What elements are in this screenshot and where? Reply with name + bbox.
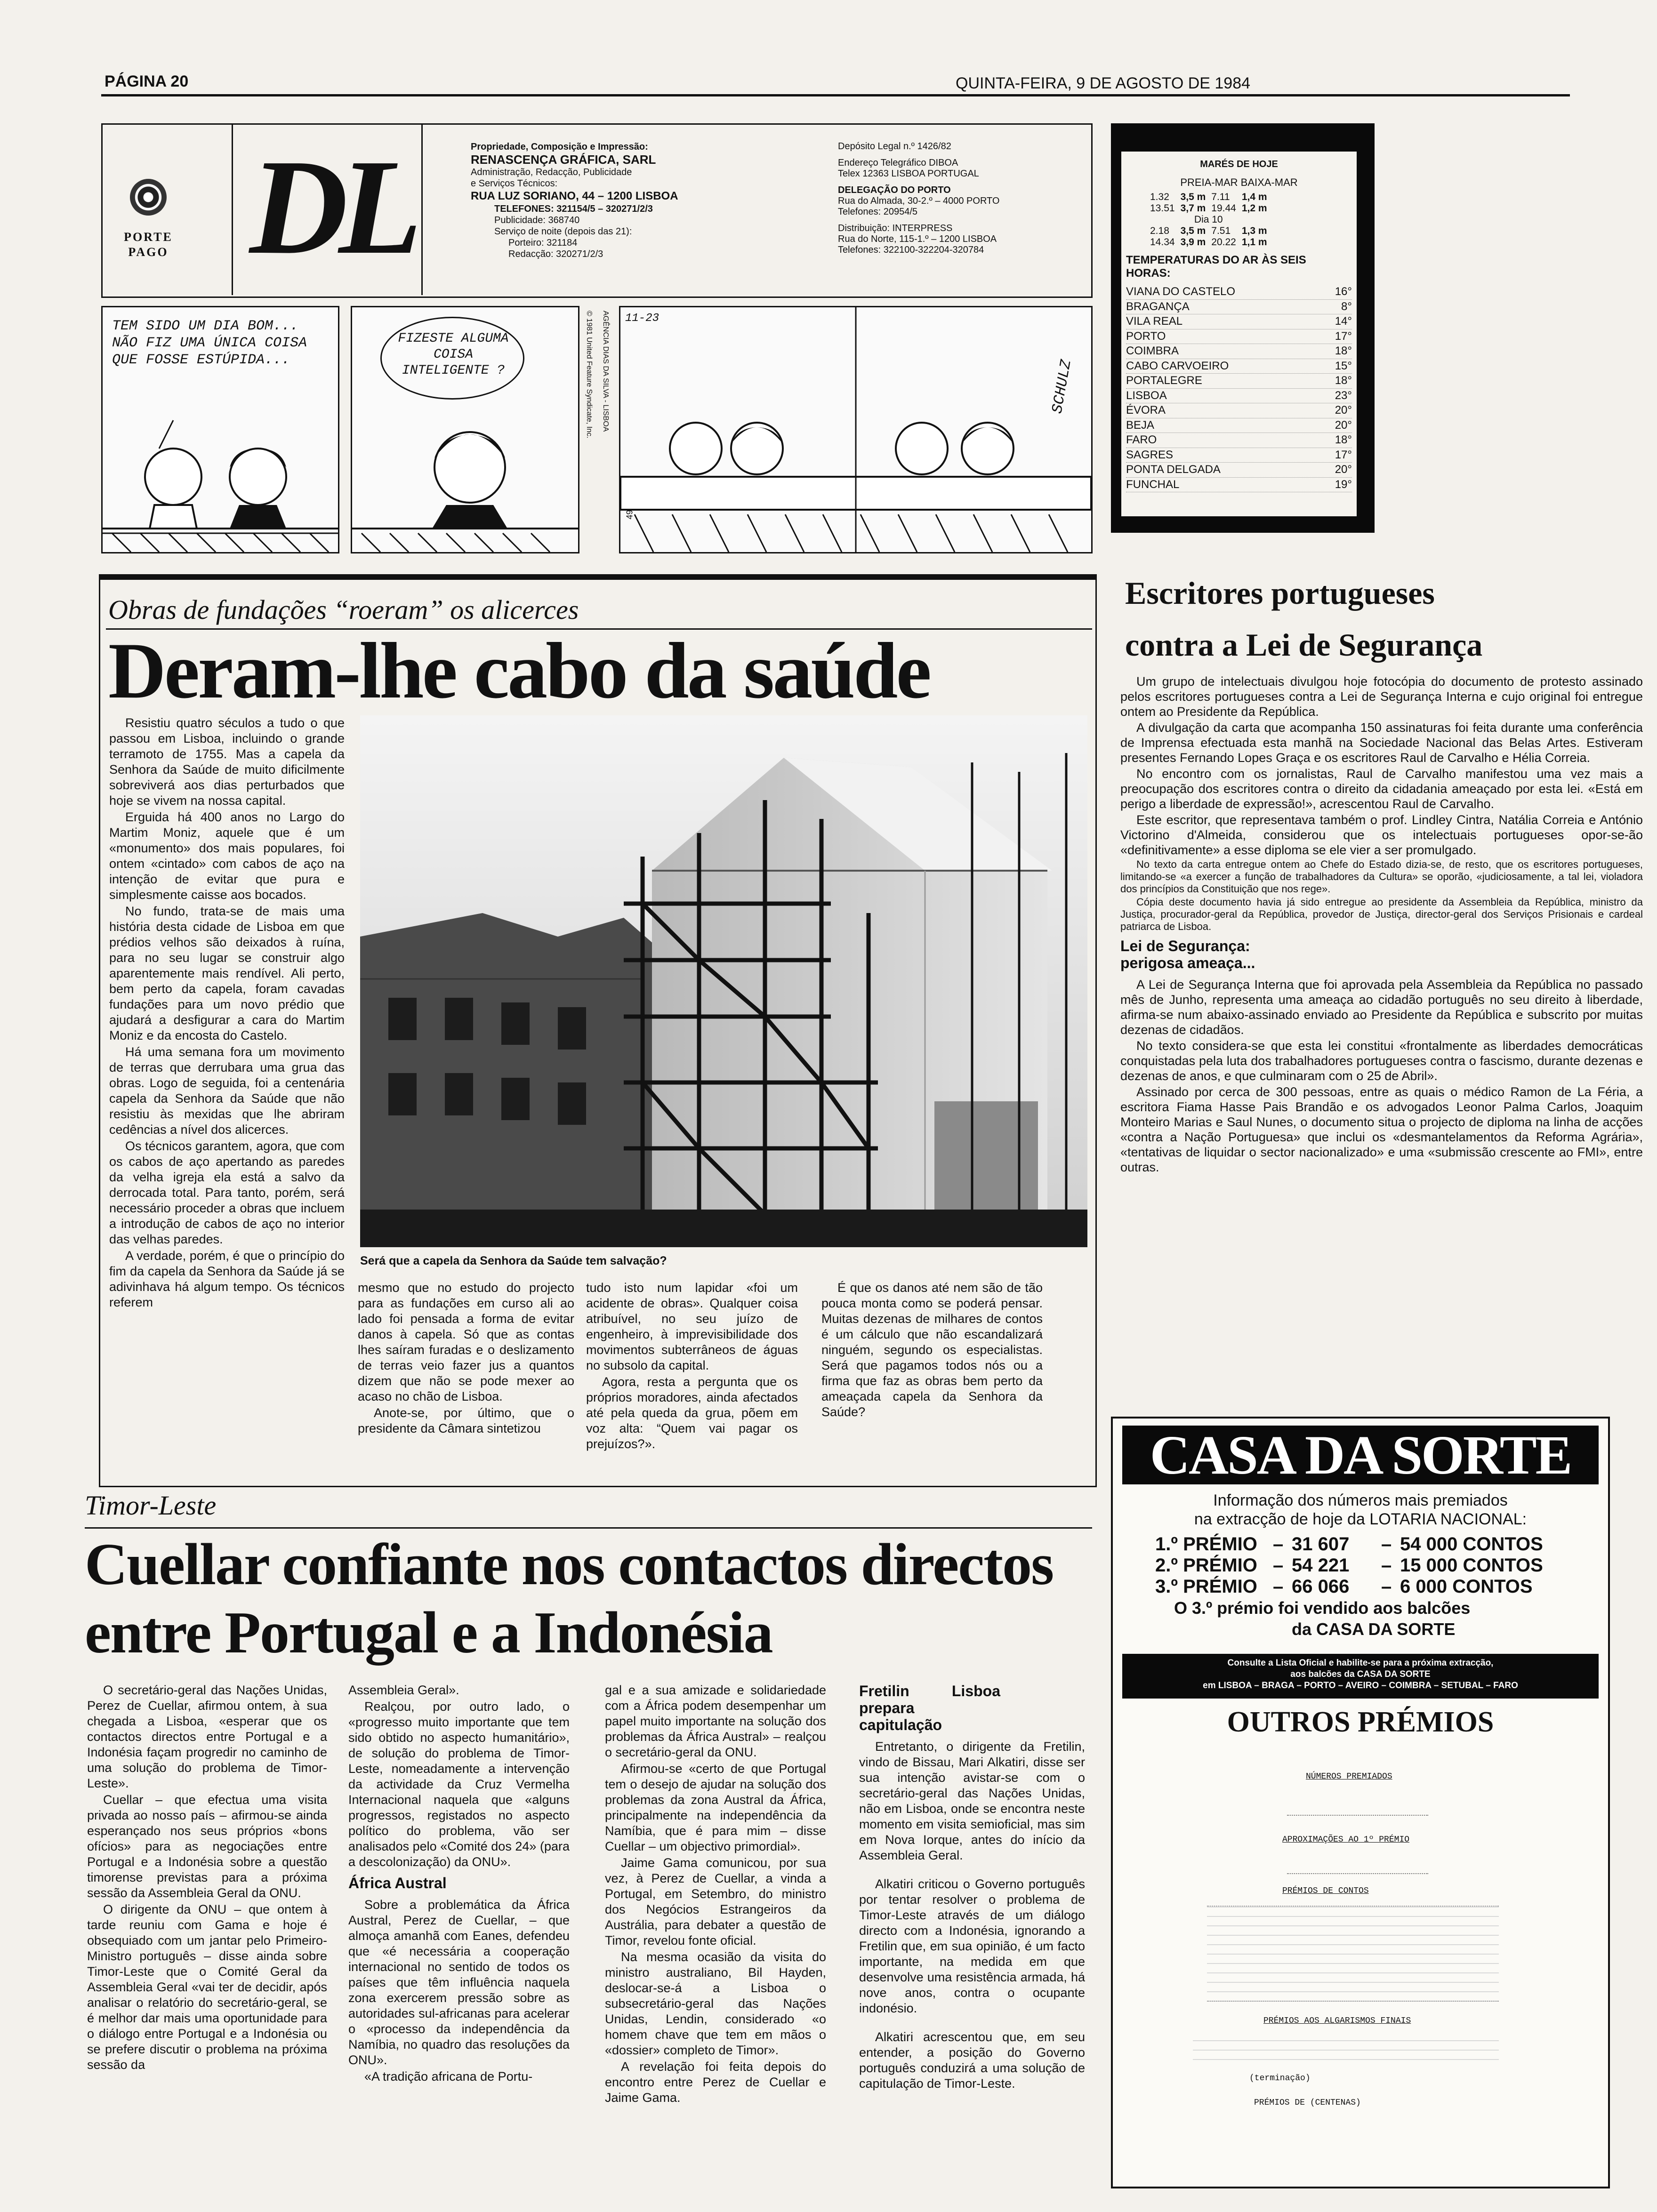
form-label: PRÉMIOS DE (CENTENAS): [1254, 2098, 1361, 2108]
paragraph: O secretário-geral das Nações Unidas, Perez de Cuellar, afirmou ontem, à sua chegada a Lisboa, «esperar que os contactos directos entre Portugal e a Indonésia façam progredir no caminho de uma solução do problema de Timor-Leste».: [87, 1683, 327, 1790]
temp-row: [1126, 359, 1352, 374]
paragraph: Jaime Gama comunicou, por sua vez, à Perez de Cuellar, a vinda a Portugal, em Setembro, do ministro dos Negócios Estrangeiros da Austrália, para debater a questão de Timor, revelou fonte oficial.: [605, 1856, 826, 1948]
prize-row: 2.º PRÉMIO – 54 221 – 15 000 CONTOS: [1155, 1555, 1543, 1576]
comic-panel-2: [351, 306, 579, 553]
paragraph: Há uma semana fora um movimento de terras que derrubara uma grua das obras. Logo de seguida, foi a centenária capela da Senhora da Saúde que não resistiu às mexidas que lhe abriram cedências a nível dos alicerces.: [109, 1045, 345, 1137]
article-timor-col4: [859, 1683, 1085, 2092]
publisher-line: Publicidade: 368740: [494, 215, 580, 225]
temp-value: 8°: [1341, 300, 1352, 313]
paragraph: A verdade, porém, é que o princípio do fim da capela da Senhora da Saúde já se adivinhava há algum tempo. Os técnicos referem: [109, 1249, 345, 1309]
legal-line: Telex 12363 LISBOA PORTUGAL: [838, 168, 979, 179]
paragraph: Sobre a problemática da África Austral, Perez de Cuellar, – que almoça amanhã com Eanes, defendeu que «é necessária a cooperação internacional no sentido de todos os países que têm influência naquela zona exercerem pressão sobre as autoridades sul-africanas para acelerar o «processo da independência da Namíbia, no quadro das resoluções da ONU».: [348, 1898, 570, 2067]
legal-line: Rua do Norte, 115-1.º – 1200 LISBOA: [838, 234, 997, 244]
form-scribble: [1193, 2036, 1499, 2068]
temp-city: ÉVORA: [1126, 404, 1166, 417]
article-saude-col1: [109, 715, 345, 1311]
weather-inner: [1121, 152, 1357, 516]
form-scribble: [1287, 1796, 1428, 1816]
paragraph: Realçou, por outro lado, o «progresso muito importante que tem sido obtido no aspecto humanitário», de solução do problema de Timor-Leste, nomeadamente a intervenção da actividade da Cruz Vermelha Internacional naquela que «alguns progressos, registados no aspecto político do problema, vão ser analisados pelo «Comité dos 24» (para a descolonização) da ONU».: [348, 1699, 570, 1869]
temp-row: [1126, 463, 1352, 478]
temp-value: 15°: [1335, 359, 1352, 372]
tides-title: MARÉS DE HOJE: [1200, 159, 1278, 169]
prize-amount: 15 000 CONTOS: [1400, 1555, 1543, 1576]
article-saude-col4: [821, 1280, 1043, 1421]
temp-value: 20°: [1335, 463, 1352, 476]
comic-agency-text: AGÊNCIA DIAS DA SILVA - LISBOA: [602, 311, 610, 432]
prize-label: 1.º PRÉMIO: [1155, 1534, 1257, 1555]
prize-amount: 54 000 CONTOS: [1400, 1534, 1543, 1555]
temp-city: PORTO: [1126, 329, 1166, 343]
article-saude-headline: Deram-lhe cabo da saúde: [108, 626, 930, 715]
article-escritores-body: [1120, 674, 1643, 1176]
paragraph: Assembleia Geral».: [348, 1683, 459, 1697]
subhead-line: perigosa ameaça...: [1120, 954, 1255, 971]
article-timor-headline-2: entre Portugal e a Indonésia: [85, 1600, 772, 1666]
temp-value: 19°: [1335, 478, 1352, 491]
temp-city: PONTA DELGADA: [1126, 463, 1221, 476]
legal-line: Distribuição: INTERPRESS: [838, 223, 953, 233]
temp-city: COIMBRA: [1126, 345, 1179, 357]
comic-copyright: [579, 311, 598, 537]
comic-date-code: 11-23: [625, 312, 660, 325]
casa-da-sorte-banner: CASA DA SORTE: [1122, 1426, 1599, 1484]
paragraph: A revelação foi feita depois do encontro entre Perez de Cuellar e Jaime Gama.: [605, 2060, 826, 2105]
comic-drawing-3: [620, 307, 1091, 552]
temp-city: FUNCHAL: [1126, 478, 1180, 491]
paragraph: Resistiu quatro séculos a tudo o que passou em Lisboa, incluindo o grande terramoto de 1755. Mas a capela da Senhora da Saúde de muito dificilmente sobreviverá aos dias perturbados que hoje se vivem na nossa capital.: [109, 716, 345, 808]
paragraph: Afirmou-se «certo de que Portugal tem o desejo de ajudar na solução dos problemas da zona Austral da África, principalmente na independência da Namíbia, que é para mim – disse Cuellar – um objectivo primordial».: [605, 1762, 826, 1853]
weather-box: [1111, 123, 1375, 533]
comic-drawing-1: [103, 307, 338, 552]
comic-copyright-text: © 1981 United Feature Syndicate, Inc.: [585, 311, 593, 439]
fretilin-subhead: Fretilin Lisboa prepara capitulação: [859, 1683, 1000, 1733]
publisher-address: RUA LUZ SORIANO, 44 – 1200 LISBOA: [471, 190, 678, 202]
publisher-line: TELEFONES: 321154/5 – 320271/2/3: [494, 204, 653, 214]
form-scribble: [1287, 1854, 1428, 1874]
paragraph: mesmo que no estudo do projecto para as fundações em curso ali ao lado foi pensada a forma de evitar danos à capela. Só que as contas lhes saíram furadas e o deslizamento de terras veio fazer jus a quantos dizem que não se pode mexer ao acaso no chão de Lisboa.: [358, 1281, 574, 1403]
form-label: APROXIMAÇÕES AO 1º PRÉMIO: [1282, 1835, 1410, 1844]
article-timor-headline-1: Cuellar confiante nos contactos directos: [85, 1532, 1054, 1597]
temp-city: CABO CARVOEIRO: [1126, 359, 1229, 372]
chapel-photo-caption: Será que a capela da Senhora da Saúde tem salvação?: [360, 1254, 667, 1267]
paragraph: Os técnicos garantem, agora, que com os cabos de aço apertando as paredes da velha igreja ela está a salvo da derrocada total. Para tanto, porém, será necessário proceder a obras que incluem a introdução de cabos de aço no interior das velhas paredes.: [109, 1139, 345, 1246]
temp-value: 16°: [1335, 285, 1352, 298]
temp-value: 17°: [1335, 329, 1352, 343]
publisher-line: Redacção: 320271/2/3: [508, 249, 603, 259]
temp-value: 18°: [1335, 374, 1352, 387]
paragraph: Anote-se, por último, que o presidente da Câmara sintetizou: [358, 1406, 574, 1435]
page-number: PÁGINA 20: [105, 72, 189, 90]
temp-value: 14°: [1335, 315, 1352, 328]
article-timor-col1: [87, 1683, 327, 2074]
paragraph: Cuellar – que efectua uma visita privada ao nosso país – afirmou-se ainda esperançado nos seus próprios «bons ofícios» para as negociações entre Portugal e a Indonésia sobre a questão timorense previstas para a próxima sessão da Assembleia Geral da ONU.: [87, 1793, 327, 1900]
article-timor-col3: [605, 1683, 826, 2107]
legal-line: Endereço Telegráfico DIBOA: [838, 158, 958, 168]
temp-city: LISBOA: [1126, 389, 1167, 402]
dl-logo: DL: [249, 131, 413, 282]
form-scribble: [1207, 1906, 1499, 2002]
legal-line: Telefones: 20954/5: [838, 207, 918, 217]
temp-row: [1126, 478, 1352, 493]
article-saude-kicker: Obras de fundações “roeram” os alicerces: [108, 594, 579, 625]
prize-amount: 6 000 CONTOS: [1400, 1576, 1533, 1597]
temp-row: [1126, 300, 1352, 315]
legal-line: Rua do Almada, 30-2.º – 4000 PORTO: [838, 196, 1000, 206]
prize-form: [1169, 1771, 1555, 2108]
ad-consult-bar: [1122, 1654, 1599, 1699]
temp-row: [1126, 344, 1352, 359]
chapel-photo-scene: [360, 715, 1087, 1247]
paragraph: Alkatiri criticou o Governo português por tentar resolver o problema de Timor-Leste através de um diálogo directo com a Indonésia, ignorando a Fretilin que, em sua opinião, é um facto importante, na medida em que desenvolve uma resistência armada, há nove anos, contra o ocupante indonésio.: [859, 1877, 1085, 2015]
temp-city: BEJA: [1126, 418, 1155, 432]
article-saude-col2: [358, 1280, 574, 1437]
comic-signature: SCHULZ: [1048, 358, 1075, 415]
temp-row: [1126, 285, 1352, 300]
paragraph: Cópia deste documento havia já sido entregue ao presidente da Assembleia da República, ministro da Justiça, procurador-geral da República, provedor de Justiça, director-geral dos Serviços Prisionais e cardeal patriarca de Lisboa.: [1120, 896, 1643, 932]
temp-city: VIANA DO CASTELO: [1126, 285, 1236, 298]
comic-speech-2: FIZESTE ALGUMA COISA INTELIGENTE ?: [398, 331, 509, 378]
comic-speech-1: TEM SIDO UM DIA BOM... NÃO FIZ UMA ÚNICA COISA QUE FOSSE ESTÚPIDA...: [112, 318, 307, 368]
ad-note-1: O 3.º prémio foi vendido aos balcões: [1174, 1598, 1471, 1618]
temp-row: [1126, 389, 1352, 404]
form-label: (terminação): [1249, 2074, 1311, 2083]
subhead-line: Lei de Segurança:: [1120, 938, 1250, 954]
form-label: NÚMEROS PREMIADOS: [1306, 1772, 1392, 1781]
tide-row: 13.51 3,7 m 19.44 1,2 m: [1150, 203, 1267, 214]
article-saude-col3: [586, 1280, 798, 1453]
temp-value: 17°: [1335, 448, 1352, 461]
temps-title: TEMPERATURAS DO AR ÀS SEIS HORAS:: [1126, 254, 1306, 280]
outros-premios-title: OUTROS PRÉMIOS: [1227, 1706, 1494, 1738]
paragraph: Este escritor, que representava também o prof. Lindley Cintra, Natália Correia e António Victorino d'Almeida, considerou que os intelectuais portugueses opor-se-ão «definitivamente» a esse diploma se ele vier a ser promulgado.: [1120, 813, 1643, 857]
paragraph: Agora, resta a pergunta que os próprios moradores, ainda afectados até pela queda da grua, põem em voz alta: “Quem vai pagar os prejuízos?».: [586, 1375, 798, 1451]
prize-number: 31 607: [1292, 1534, 1350, 1555]
article-timor-kicker: Timor-Leste: [85, 1490, 217, 1521]
paragraph: No texto considera-se que esta lei constitui «frontalmente as liberdades democráticas conquistadas pela luta dos trabalhadores portugueses contra o fascismo, durante dezenas e dezenas de anos, e que culminaram com o 25 de Abril».: [1120, 1039, 1643, 1083]
tide-row: 14.34 3,9 m 20.22 1,1 m: [1150, 237, 1267, 248]
porte-pago-label: PORTE PAGO: [124, 230, 173, 259]
prize-number: 54 221: [1292, 1555, 1350, 1576]
paragraph: É que os danos até nem são de tão pouca monta como se poderá pensar. Muitas dezenas de milhares de contos é um cálculo que não escandalizará ninguém, segundo os especialistas. Será que pagamos todos nós ou a firma que faz as obras bem perto da ameaçada capela da Senhora da Saúde?: [821, 1281, 1043, 1419]
prize-number: 66 066: [1292, 1576, 1350, 1597]
paragraph: «A tradição africana de Portu-: [364, 2069, 533, 2084]
publisher-line: Propriedade, Composição e Impressão:: [471, 142, 648, 152]
tide-row: Dia 10: [1194, 214, 1223, 225]
temp-city: VILA REAL: [1126, 315, 1183, 328]
temp-value: 20°: [1335, 404, 1352, 417]
timor-kicker-rule: [85, 1527, 1092, 1529]
temp-value: 18°: [1335, 345, 1352, 357]
legal-block: [838, 141, 1083, 256]
article-escritores-headline-2: contra a Lei de Segurança: [1125, 627, 1483, 663]
legal-line: Telefones: 322100-322204-320784: [838, 245, 984, 255]
article-escritores-headline-1: Escritores portugueses: [1125, 575, 1435, 611]
legal-line: Depósito Legal n.º 1426/82: [838, 141, 951, 152]
temp-row: [1126, 433, 1352, 448]
tides-header: PREIA-MAR BAIXA-MAR: [1180, 176, 1298, 188]
prize-row: 1.º PRÉMIO – 31 607 – 54 000 CONTOS: [1155, 1534, 1543, 1555]
ad-note-2: da CASA DA SORTE: [1292, 1619, 1456, 1639]
temp-value: 20°: [1335, 418, 1352, 432]
publisher-line: Administração, Redacção, Publicidade: [471, 167, 632, 177]
ad-intro-1: Informação dos números mais premiados: [1213, 1491, 1508, 1509]
paragraph: Erguida há 400 anos no Largo do Martim Moniz, aquele que é um «monumento» dos mais populares, foi ontem «cintado» com cabos de aço na intenção de evitar que pura e simplesmente caisse aos bocados.: [109, 810, 345, 902]
paragraph: O dirigente da ONU – que ontem à tarde reuniu com Gama e hoje é obsequiado com um jantar pelo Primeiro-Ministro português – disse ainda sobre Timor-Leste que o Comité Geral da Assembleia Geral «vai ter de decidir, após analisar o relatório do secretário-geral, se é melhor dar mais uma oportunidade para o diálogo entre Portugal e a Indonésia ou se prefere discutir o problema na próxima sessão da: [87, 1902, 327, 2072]
form-label: PRÉMIOS DE CONTOS: [1282, 1886, 1369, 1896]
article-timor-subhead: África Austral: [348, 1875, 447, 1891]
paragraph: Entretanto, o dirigente da Fretilin, vindo de Bissau, Mari Alkatiri, disse ser sua intenção avistar-se com o secretário-geral das Nações Unidas, não em Lisboa, onde se encontra neste momento em visita semioficial, mas sim em Nova Iorque, antes do início da Assembleia Geral.: [859, 1739, 1085, 1862]
temp-row: [1126, 329, 1352, 345]
tide-row: 1.32 3,5 m 7.11 1,4 m: [1150, 192, 1267, 202]
form-label: PRÉMIOS AOS ALGARISMOS FINAIS: [1263, 2016, 1411, 2026]
temp-city: FARO: [1126, 433, 1157, 446]
tides-table: [1147, 192, 1270, 248]
consult-line: aos balcões da CASA DA SORTE: [1290, 1669, 1431, 1679]
paragraph: Alkatiri acrescentou que, em seu entender, a posição do Governo português conduzirá a uma solução de capitulação de Timor-Leste.: [859, 2030, 1085, 2091]
paragraph: tudo isto num lapidar «foi um acidente de obras». Qualquer coisa atribuível, no seu juízo de engenheiro, à imprevisibilidade dos movimentos subterrâneos de águas no subsolo da capital.: [586, 1281, 798, 1372]
temp-city: BRAGANÇA: [1126, 300, 1190, 313]
emblem-icon: [130, 179, 167, 216]
paragraph: Um grupo de intelectuais divulgou hoje fotocópia do documento de protesto assinado pelos escritores portugueses contra a Lei de Segurança Interna e cujo original foi entregue ontem ao Presidente da República.: [1120, 674, 1643, 719]
temp-row: [1126, 403, 1352, 418]
prize-label: 3.º PRÉMIO: [1155, 1576, 1257, 1597]
comic-agency: [595, 311, 614, 537]
tide-row: 2.18 3,5 m 7.51 1,3 m: [1150, 225, 1267, 236]
ad-intro-2: na extracção de hoje da LOTARIA NACIONAL:: [1194, 1510, 1527, 1528]
paragraph: A Lei de Segurança Interna que foi aprovada pela Assembleia da República no passado mês de Junho, representa uma ameaça ao cidadão português no seu direito à liberdade, afirma-se num abaixo-assinado enviado ao Presidente da República e subscrito por muitas dezenas de cidadãos.: [1120, 978, 1643, 1037]
temp-city: PORTALEGRE: [1126, 374, 1202, 387]
porte-pago-stamp: [118, 179, 179, 282]
temp-row: [1126, 374, 1352, 389]
publisher-line: e Serviços Técnicos:: [471, 178, 558, 189]
comic-panel-1: [101, 306, 339, 553]
paragraph: A divulgação da carta que acompanha 150 assinaturas foi feita durante uma conferência de Imprensa efectuada esta manhã na Sociedade Nacional das Belas Artes. Estiveram presentes Fernando Lopes Graça e os escritores Raul de Carvalho e Hélia Correia.: [1120, 721, 1643, 765]
prize-row: 3.º PRÉMIO – 66 066 – 6 000 CONTOS: [1155, 1576, 1533, 1597]
prize-label: 2.º PRÉMIO: [1155, 1555, 1257, 1576]
consult-line: em LISBOA – BRAGA – PORTO – AVEIRO – COIMBRA – SETUBAL – FARO: [1203, 1681, 1518, 1691]
comic-drawing-2: [352, 307, 578, 552]
temp-city: SAGRES: [1126, 448, 1174, 461]
article-escritores-subhead: [1120, 938, 1643, 971]
publisher-name: RENASCENÇA GRÁFICA, SARL: [471, 152, 656, 167]
paragraph: Na mesma ocasião da visita do ministro australiano, Bil Hayden, deslocar-se-á a Lisboa o subsecretário-geral das Nações Unidas, Lendin, considerado «o homem chave que tem em mãos o «dossier» completo de Timor».: [605, 1950, 826, 2057]
temp-row: [1126, 448, 1352, 463]
paragraph: No encontro com os jornalistas, Raul de Carvalho manifestou uma vez mais a preocupação dos escritores contra o direito da cidadania ameaçado por esta lei. «Está em perigo a liberdade de expressão!», acrescentou Raul de Carvalho.: [1120, 767, 1643, 811]
publisher-line: Serviço de noite (depois das 21):: [494, 226, 632, 237]
article-timor-col2: [348, 1683, 570, 2085]
comic-panel-3: [619, 306, 1093, 553]
temp-value: 18°: [1335, 433, 1352, 446]
temp-value: 23°: [1335, 389, 1352, 402]
paragraph: No texto da carta entregue ontem ao Chefe do Estado dizia-se, de resto, que os escritores portugueses, limitando-se «a exercer a função de trabalhadores da Cultura» se oporão, «judiciosamente, a tal lei, violadora dos princípios da Constituição que nos rege».: [1120, 858, 1643, 895]
header-rule: [101, 94, 1570, 96]
paragraph: Assinado por cerca de 300 pessoas, entre as quais o médico Ramon de La Féria, a escritora Fiama Hasse Pais Brandão e os advogados Leonor Palma Carlos, Joaquim Monteiro Marias e Saul Nunes, o documento situa o projecto de diploma na linha de acções «contra a Nação Portuguesa» que inclui os «desmantelamentos da Reforma Agrária», «tentativas de liquidar o sector nacionalizado» e uma «submissão crescente ao FMI», entre outras.: [1120, 1085, 1643, 1174]
publisher-line: Porteiro: 321184: [508, 238, 578, 248]
casa-da-sorte-ad: [1111, 1417, 1610, 2188]
page-date: QUINTA-FEIRA, 9 DE AGOSTO DE 1984: [956, 74, 1251, 92]
chapel-photo: [360, 715, 1087, 1247]
temp-row: [1126, 314, 1352, 329]
comic-strip: [101, 306, 1090, 551]
paragraph: No fundo, trata-se de mais uma história desta cidade de Lisboa em que prédios velhos são deixados à ruína, para no seu lugar se construir algo aparentemente mais rendível. Ali perto, bem perto da capela, foram cavadas fundações para um novo prédio que ajudará a desfigurar a cara do Martim Moniz e da encosta do Castelo.: [109, 904, 345, 1042]
prize-list: [1155, 1534, 1579, 1640]
temp-row: [1126, 418, 1352, 433]
temps-list: [1126, 285, 1352, 492]
paragraph: gal e a sua amizade e solidariedade com a África podem desempenhar um papel muito importante na solução dos problemas da África Austral» – realçou o secretário-geral da ONU.: [605, 1683, 826, 1759]
legal-line: DELEGAÇÃO DO PORTO: [838, 185, 951, 195]
publisher-block: [471, 141, 800, 260]
consult-line: Consulte a Lista Oficial e habilite-se para a próxima extracção,: [1227, 1658, 1494, 1668]
